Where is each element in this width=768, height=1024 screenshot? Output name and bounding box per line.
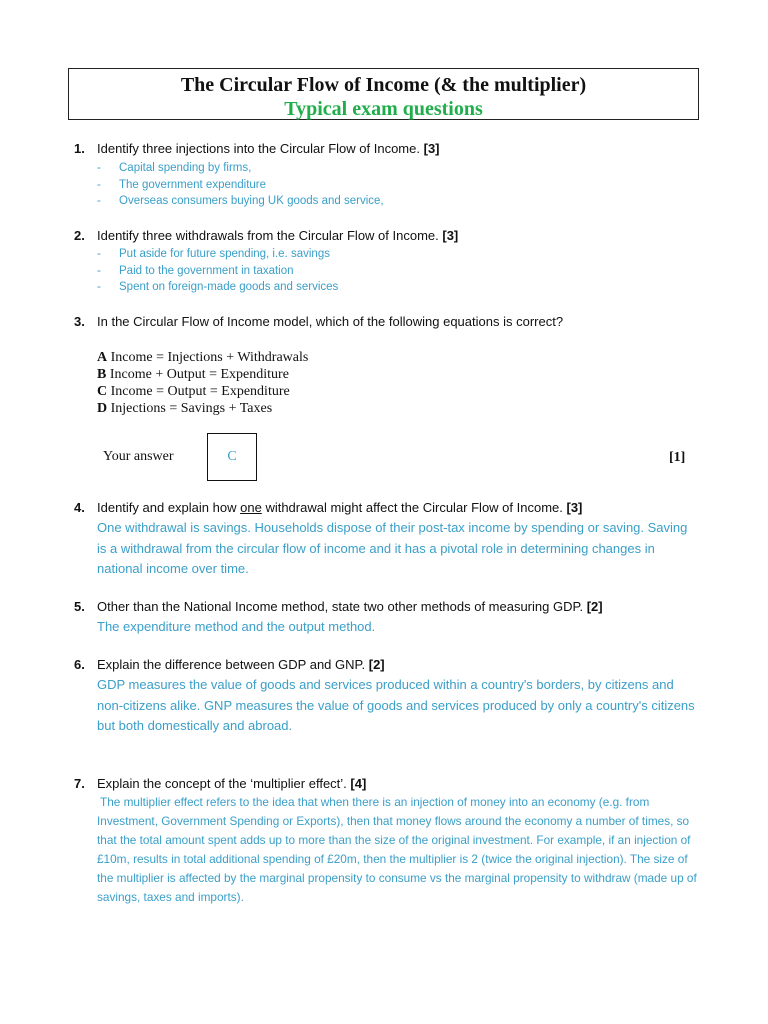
- underlined-word: one: [240, 500, 262, 515]
- question-number: 1.: [74, 141, 85, 156]
- answer-text-4: One withdrawal is savings. Households dispose of their post-tax income by spending or saving. Saving is a withdrawal from the circular flow of income and it has a pivotal role in determining changes in national income over time.: [97, 520, 688, 576]
- question-3: [74, 314, 704, 329]
- question-marks: [2]: [368, 657, 385, 672]
- question-number: 4.: [74, 500, 85, 515]
- answer-box[interactable]: [207, 433, 257, 481]
- question-marks: [3]: [423, 141, 440, 156]
- question-4: 4. Identify and explain how one withdrawal might affect the Circular Flow of Income. [3]: [74, 500, 583, 515]
- list-item: - Overseas consumers buying UK goods and service,: [97, 195, 384, 207]
- answer-list-2: [97, 246, 338, 296]
- list-item: - Paid to the government in taxation: [97, 264, 294, 277]
- answer-value: C: [227, 449, 237, 464]
- question-number: 5.: [74, 599, 85, 614]
- list-item: - The government expenditure: [97, 178, 267, 191]
- answer-text-5: The expenditure method and the output method.: [97, 619, 376, 634]
- question-marks: [3]: [566, 500, 583, 515]
- option-d: D Injections = Savings + Taxes: [97, 401, 273, 416]
- question-text: In the Circular Flow of Income model, which of the following equations is correct?: [97, 314, 564, 329]
- option-a: A Income = Injections + Withdrawals: [97, 350, 309, 365]
- question-text: Explain the concept of the ‘multiplier effect’.: [97, 776, 347, 791]
- question-marks: [4]: [350, 776, 367, 791]
- question-number: 2.: [74, 228, 85, 243]
- question-2: [74, 228, 704, 243]
- option-list: [97, 349, 308, 417]
- answer-text-7: The multiplier effect refers to the idea that when there is an injection of money into an economy (e.g. from Investment, Government Spending or Exports), then that money flows around the economy a number of times, so that the total amount spent adds up to more than the size of the original investment. For example, if an injection of £10m, results in total additional spending of £20m, then the multiplier is 2 (twice the original injection). The size of the multiplier is affected by the marginal propensity to consume vs the marginal propensity to withdraw (made up of savings, taxes and imports).: [97, 795, 697, 904]
- list-item: - Put aside for future spending, i.e. savings: [97, 248, 330, 260]
- question-number: 3.: [74, 314, 85, 329]
- page-title: The Circular Flow of Income (& the multiplier): [180, 74, 587, 96]
- question-marks: [1]: [669, 450, 686, 465]
- question-7: [74, 776, 704, 791]
- option-b: B Income + Output = Expenditure: [97, 367, 289, 382]
- list-item: - Capital spending by firms,: [97, 162, 252, 174]
- answer-text-6: GDP measures the value of goods and services produced within a country's borders, by citizens and non-citizens alike. GNP measures the value of goods and services produced by only a country's citizens but both domestically and abroad.: [97, 677, 695, 733]
- question-1: [74, 141, 704, 156]
- question-text: Explain the difference between GDP and GNP.: [97, 657, 366, 672]
- your-answer-label: Your answer: [103, 449, 174, 464]
- question-number: 7.: [74, 776, 85, 791]
- question-text: Identify three withdrawals from the Circular Flow of Income.: [97, 228, 439, 243]
- question-6: [74, 657, 704, 672]
- title-box: [68, 68, 699, 120]
- option-c: C Income = Output = Expenditure: [97, 384, 290, 399]
- page-subtitle: Typical exam questions: [284, 98, 483, 120]
- question-marks: [3]: [442, 228, 459, 243]
- answer-list-1: [97, 160, 384, 210]
- question-text: Identify three injections into the Circular Flow of Income.: [97, 141, 420, 156]
- question-marks: [2]: [586, 599, 603, 614]
- question-text: Other than the National Income method, state two other methods of measuring GDP.: [97, 599, 584, 614]
- list-item: - Spent on foreign-made goods and services: [97, 281, 339, 293]
- question-number: 6.: [74, 657, 85, 672]
- question-5: [74, 599, 704, 614]
